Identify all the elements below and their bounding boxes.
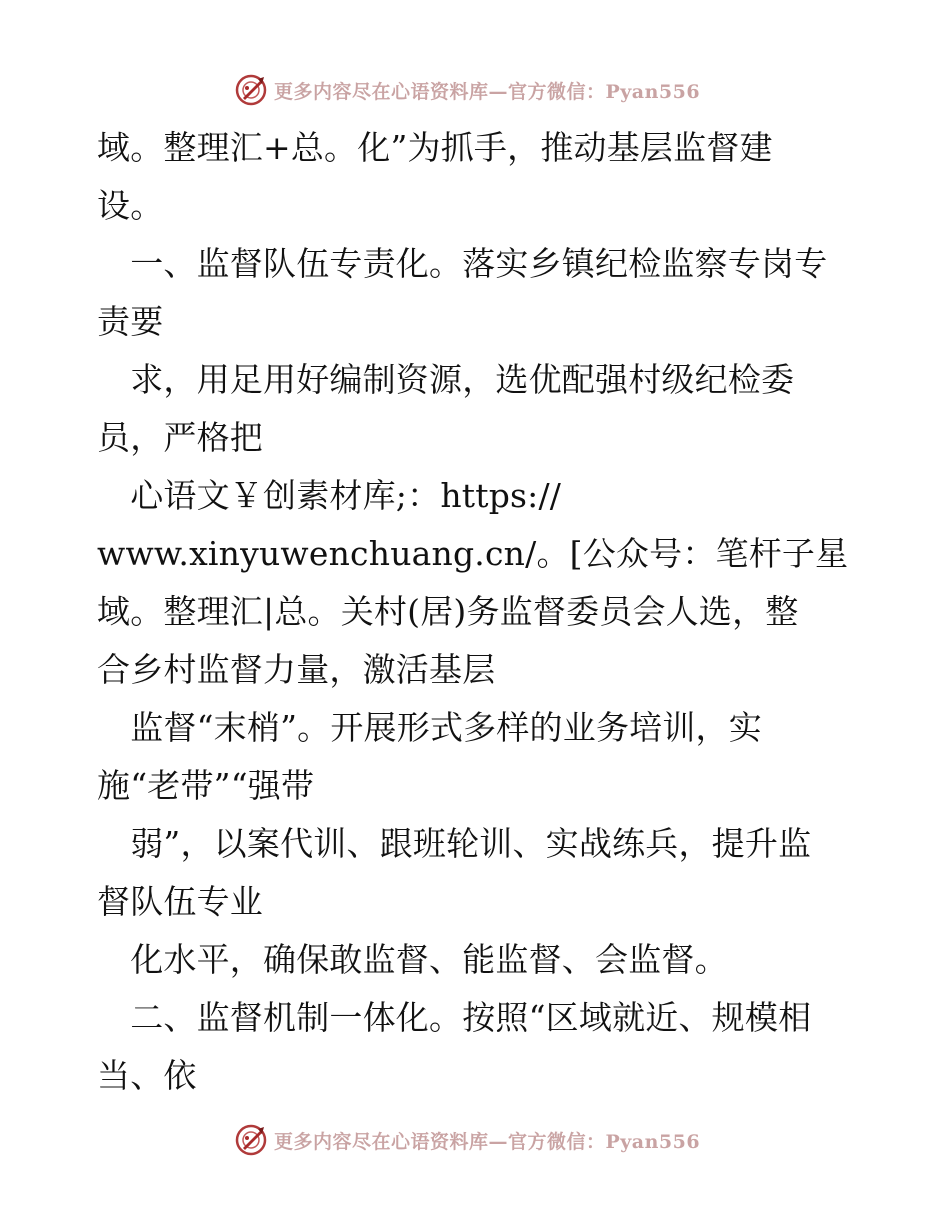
body-line: 员，严格把: [97, 418, 263, 457]
body-line: 域。整理汇|总。关村(居)务监督委员会人选，整: [97, 592, 799, 631]
body-line: 弱”，以案代训、跟班轮训、实战练兵，提升监: [97, 824, 812, 863]
body-line: 心语文￥创素材库;：https://: [97, 476, 562, 515]
header-banner-inner: [234, 73, 700, 107]
body-line: 当、依: [97, 1056, 197, 1095]
footer-banner: [0, 1120, 950, 1160]
body-line: 设。: [97, 186, 164, 225]
body-line: 求，用足用好编制资源，选优配强村级纪检委: [97, 360, 795, 399]
body-line: www.xinyuwenchuang.cn/。[公众号：笔杆子星: [97, 534, 849, 573]
header-banner-text: 更多内容尽在心语资料库—官方微信：Pyan556: [273, 80, 701, 103]
body-line: 监督“末梢”。开展形式多样的业务培训，实: [97, 708, 762, 747]
body-line: 二、监督机制一体化。按照“区域就近、规模相: [97, 998, 812, 1037]
brand-logo-icon: [234, 1123, 268, 1157]
body-line: 域。整理汇+总。化”为抓手，推动基层监督建: [97, 128, 773, 167]
footer-banner-inner: [234, 1123, 700, 1157]
body-line: 化水平，确保敢监督、能监督、会监督。: [97, 940, 728, 979]
body-line: 合乡村监督力量，激活基层: [97, 650, 496, 689]
footer-banner-text: 更多内容尽在心语资料库—官方微信：Pyan556: [273, 1130, 701, 1153]
body-line: 督队伍专业: [97, 882, 263, 921]
body-line: 责要: [97, 302, 164, 341]
brand-logo-icon: [234, 73, 268, 107]
body-line: 一、监督队伍专责化。落实乡镇纪检监察专岗专: [97, 244, 828, 283]
header-banner: [0, 70, 950, 110]
body-line: 施“老带”“强带: [97, 766, 315, 805]
